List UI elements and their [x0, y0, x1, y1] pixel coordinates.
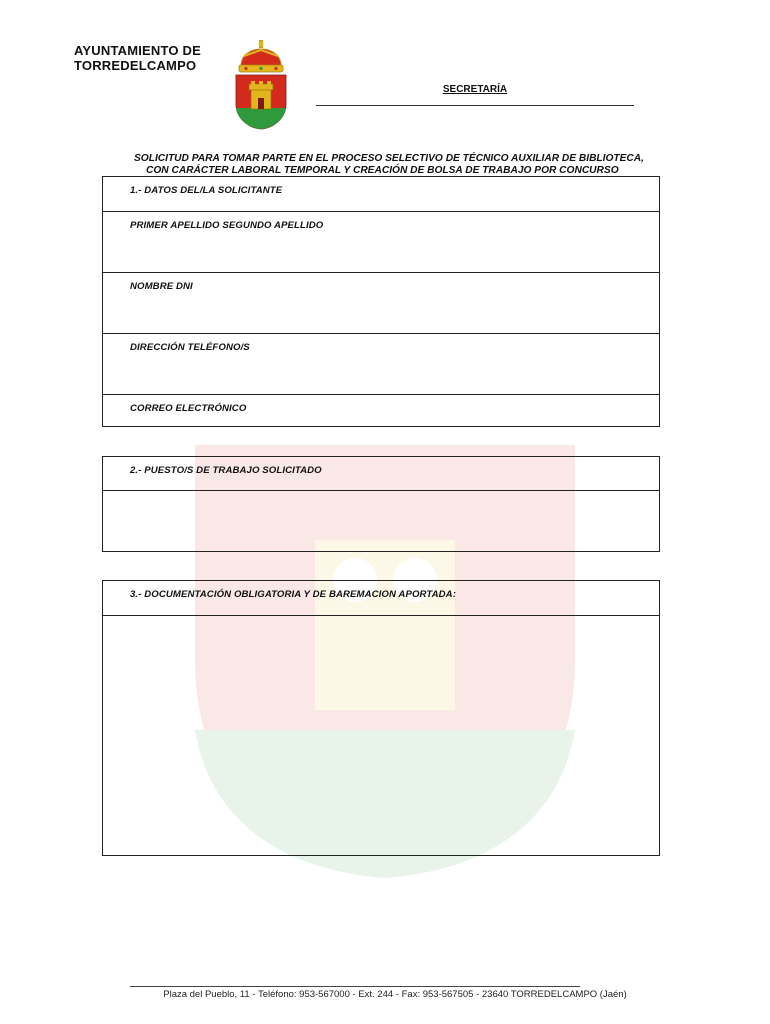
- email-field[interactable]: [103, 395, 659, 425]
- application-title: [134, 153, 674, 177]
- municipality-line-2: TORREDELCAMPO: [74, 58, 197, 73]
- section-3-heading: 3.- DOCUMENTACIÓN OBLIGATORIA Y DE BAREMACION APORTADA:: [130, 589, 457, 600]
- applicant-data-section: [102, 176, 660, 427]
- documentation-section: [102, 580, 660, 856]
- section-1-header: [103, 177, 659, 212]
- department-title: SECRETARÍA: [442, 84, 508, 95]
- surnames-label: PRIMER APELLIDO SEGUNDO APELLIDO: [130, 220, 324, 231]
- section-1-heading: 1.- DATOS DEL/LA SOLICITANTE: [130, 185, 283, 196]
- coat-of-arms-icon: [232, 40, 290, 130]
- address-phone-field[interactable]: [103, 334, 659, 395]
- job-position-field[interactable]: [103, 491, 659, 550]
- application-title-line-1: SOLICITUD PARA TOMAR PARTE EN EL PROCESO SELECTIVO DE TÉCNICO AUXILIAR DE BIBLIOTECA,: [134, 153, 644, 164]
- email-label: CORREO ELECTRÓNICO: [130, 403, 247, 414]
- section-2-header: [103, 457, 659, 491]
- department-rule: [316, 105, 634, 106]
- footer-rule: [130, 986, 580, 987]
- municipality-name: [74, 43, 254, 73]
- address-phone-label: DIRECCIÓN TELÉFONO/S: [130, 342, 250, 353]
- municipality-line-1: AYUNTAMIENTO DE: [74, 43, 201, 58]
- name-dni-label: NOMBRE DNI: [130, 281, 193, 292]
- surnames-field[interactable]: [103, 212, 659, 273]
- footer-address: Plaza del Pueblo, 11 - Teléfono: 953-567000 - Ext. 244 - Fax: 953-567505 - 23640 TORREDELCAMPO (Jaén): [163, 989, 627, 1000]
- documentation-field[interactable]: [103, 616, 659, 854]
- section-2-heading: 2.- PUESTO/S DE TRABAJO SOLICITADO: [130, 465, 322, 476]
- name-dni-field[interactable]: [103, 273, 659, 334]
- section-3-header: [103, 581, 659, 616]
- application-title-line-2: CON CARÁCTER LABORAL TEMPORAL Y CREACIÓN DE BOLSA DE TRABAJO POR CONCURSO: [146, 165, 619, 176]
- job-position-section: [102, 456, 660, 552]
